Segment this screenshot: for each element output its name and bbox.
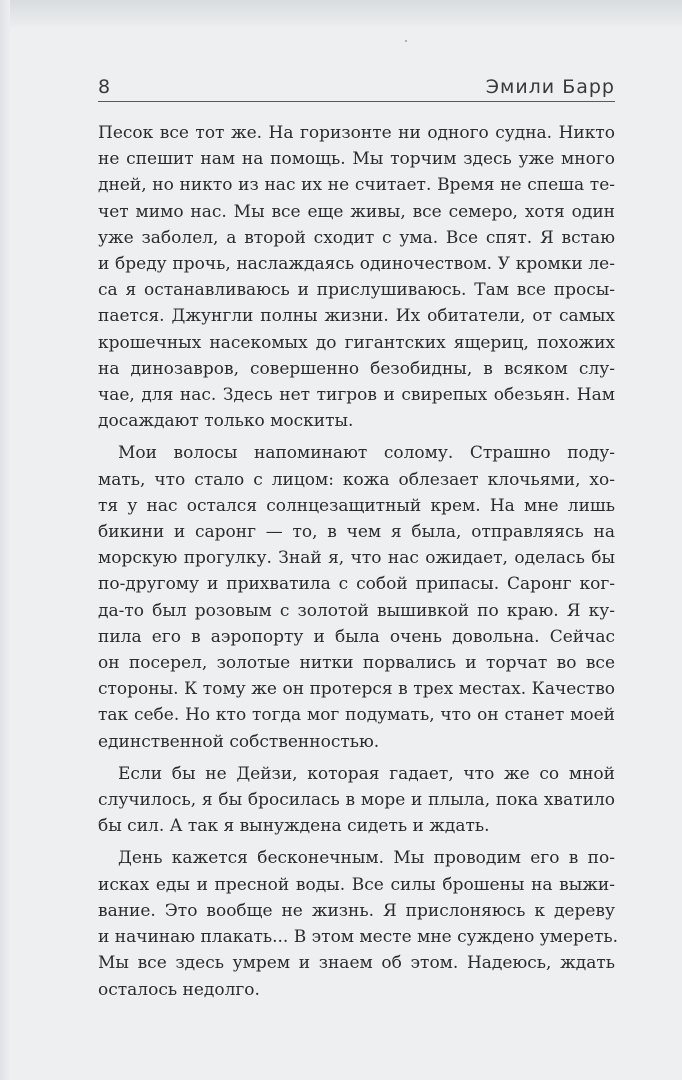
text-line: морскую прогулку. Знай я, что нас ожидает, оделась бы — [98, 548, 615, 569]
text-line: дней, но никто из нас их не считает. Время не спеша те- — [98, 175, 615, 196]
page-top-edge — [0, 0, 682, 28]
text-line: пила его в аэропорту и была очень довольна. Сейчас — [98, 626, 615, 647]
text-line: стороны. К тому же он протерся в трех местах. Качество — [98, 679, 615, 700]
paragraph — [98, 761, 615, 840]
paper-speck — [405, 40, 407, 42]
paragraph — [98, 440, 615, 754]
text-line: Если бы не Дейзи, которая гадает, что же со мной — [118, 763, 615, 784]
text-line: он посерел, золотые нитки порвались и торчат во все — [98, 653, 615, 674]
page-left-edge — [0, 0, 10, 1080]
body-text — [98, 120, 619, 1009]
text-line: вание. Это вообще не жизнь. Я прислоняюсь к дереву — [98, 900, 615, 921]
text-line: Мы все здесь умрем и знаем об этом. Надеюсь, ждать — [98, 953, 615, 974]
header-rule — [98, 101, 615, 102]
page-number: 8 — [98, 76, 111, 98]
text-line: осталось недолго. — [98, 979, 260, 1000]
text-line: День кажется бесконечным. Мы проводим его в по- — [118, 848, 615, 869]
text-line: не спешит нам на помощь. Мы торчим здесь уже много — [98, 149, 615, 170]
paragraph — [98, 120, 615, 434]
page-header — [98, 70, 615, 104]
text-line: исках еды и пресной воды. Все силы брошены на выжи- — [98, 874, 615, 895]
text-line: и начинаю плакать... В этом месте мне суждено умереть. — [98, 927, 619, 948]
text-line: бы сил. А так я вынуждена сидеть и ждать. — [98, 816, 490, 837]
text-line: уже заболел, а второй сходит с ума. Все спят. Я встаю — [98, 227, 615, 248]
text-line: крошечных насекомых до гигантских ящериц, похожих — [98, 332, 615, 353]
text-line: единственной собственностью. — [98, 731, 380, 752]
running-head-author: Эмили Барр — [485, 76, 615, 98]
text-line: досаждают только москиты. — [98, 411, 354, 432]
text-line: бикини и саронг — то, в чем я была, отправляясь на — [98, 522, 615, 543]
text-line: по-другому и прихватила с собой припасы. Саронг ког- — [98, 574, 615, 595]
text-line: и бреду прочь, наслаждаясь одиночеством. У кромки ле- — [98, 254, 615, 275]
text-line: Песок все тот же. На горизонте ни одного судна. Никто — [98, 123, 615, 143]
text-line: чет мимо нас. Мы все еще живы, все семеро, хотя один — [98, 201, 615, 222]
text-line: на динозавров, совершенно безобидны, в всяком слу- — [98, 358, 615, 379]
paragraph — [98, 845, 619, 1002]
text-line: Мои волосы напоминают солому. Страшно поду- — [118, 443, 615, 464]
text-line: тя у нас остался солнцезащитный крем. На мне лишь — [98, 495, 615, 516]
text-line: пается. Джунгли полны жизни. Их обитатели, от самых — [98, 306, 615, 327]
text-line: мать, что стало с лицом: кожа облезает клочьями, хо- — [98, 469, 615, 490]
text-line: да-то был розовым с золотой вышивкой по краю. Я ку- — [98, 600, 615, 621]
text-line: са я останавливаюсь и прислушиваюсь. Там все просы- — [98, 280, 615, 301]
text-line: так себе. Но кто тогда мог подумать, что он станет моей — [98, 705, 615, 726]
text-line: случилось, я бы бросилась в море и плыла, пока хватило — [98, 790, 615, 811]
text-line: чае, для нас. Здесь нет тигров и свирепых обезьян. Нам — [98, 385, 615, 406]
